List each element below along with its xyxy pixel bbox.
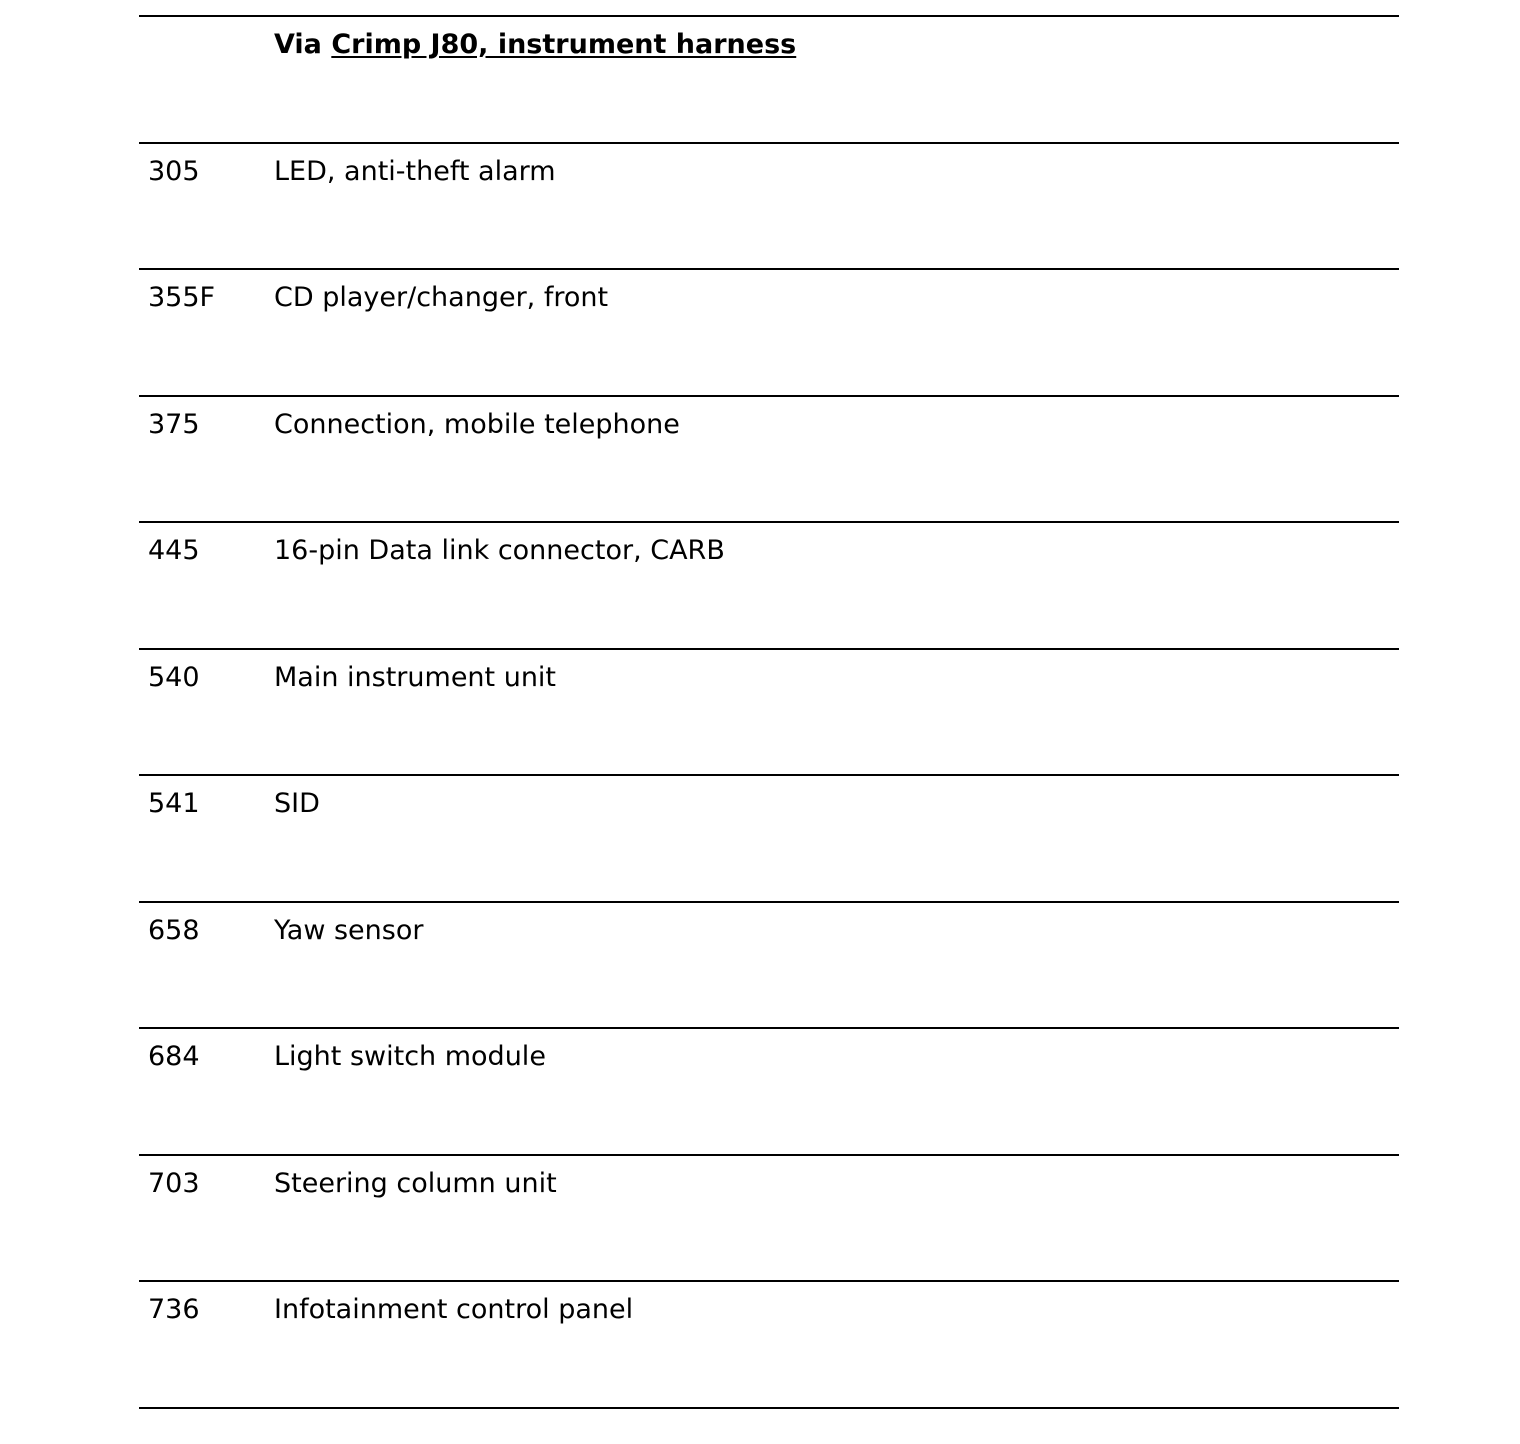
table-row: [139, 903, 1399, 1030]
component-description: Steering column unit: [274, 1167, 557, 1199]
heading-prefix: Via: [274, 29, 322, 60]
component-code: 703: [148, 1167, 200, 1199]
component-description: CD player/changer, front: [274, 282, 609, 313]
component-code: 375: [148, 408, 200, 440]
component-table: [139, 15, 1399, 1409]
component-description: 16-pin Data link connector, CARB: [274, 535, 725, 566]
table-row: [139, 650, 1399, 777]
table-row: [139, 144, 1399, 271]
table-row: [139, 1156, 1399, 1283]
table-header-row: [139, 17, 1399, 144]
table-row: [139, 270, 1399, 397]
component-code: 684: [148, 1041, 200, 1072]
table-row: [139, 523, 1399, 650]
component-description: Light switch module: [274, 1041, 546, 1072]
component-code: 355F: [148, 282, 216, 313]
component-description: Yaw sensor: [274, 914, 424, 946]
component-description: Infotainment control panel: [274, 1294, 634, 1325]
table-row: [139, 776, 1399, 903]
table-row: [139, 397, 1399, 524]
component-description: Connection, mobile telephone: [274, 408, 680, 440]
component-code: 540: [148, 661, 200, 693]
table-row: [139, 1029, 1399, 1156]
component-description: Main instrument unit: [274, 661, 557, 693]
component-code: 541: [148, 788, 200, 819]
crimp-link[interactable]: Crimp J80, instrument harness: [331, 29, 797, 60]
component-code: 658: [148, 914, 200, 946]
component-code: 445: [148, 535, 200, 566]
component-description: LED, anti-theft alarm: [274, 155, 556, 187]
component-code: 736: [148, 1294, 200, 1325]
component-code: 305: [148, 155, 200, 187]
component-description: SID: [274, 788, 320, 819]
section-heading: [274, 28, 796, 62]
table-row: [139, 1282, 1399, 1409]
